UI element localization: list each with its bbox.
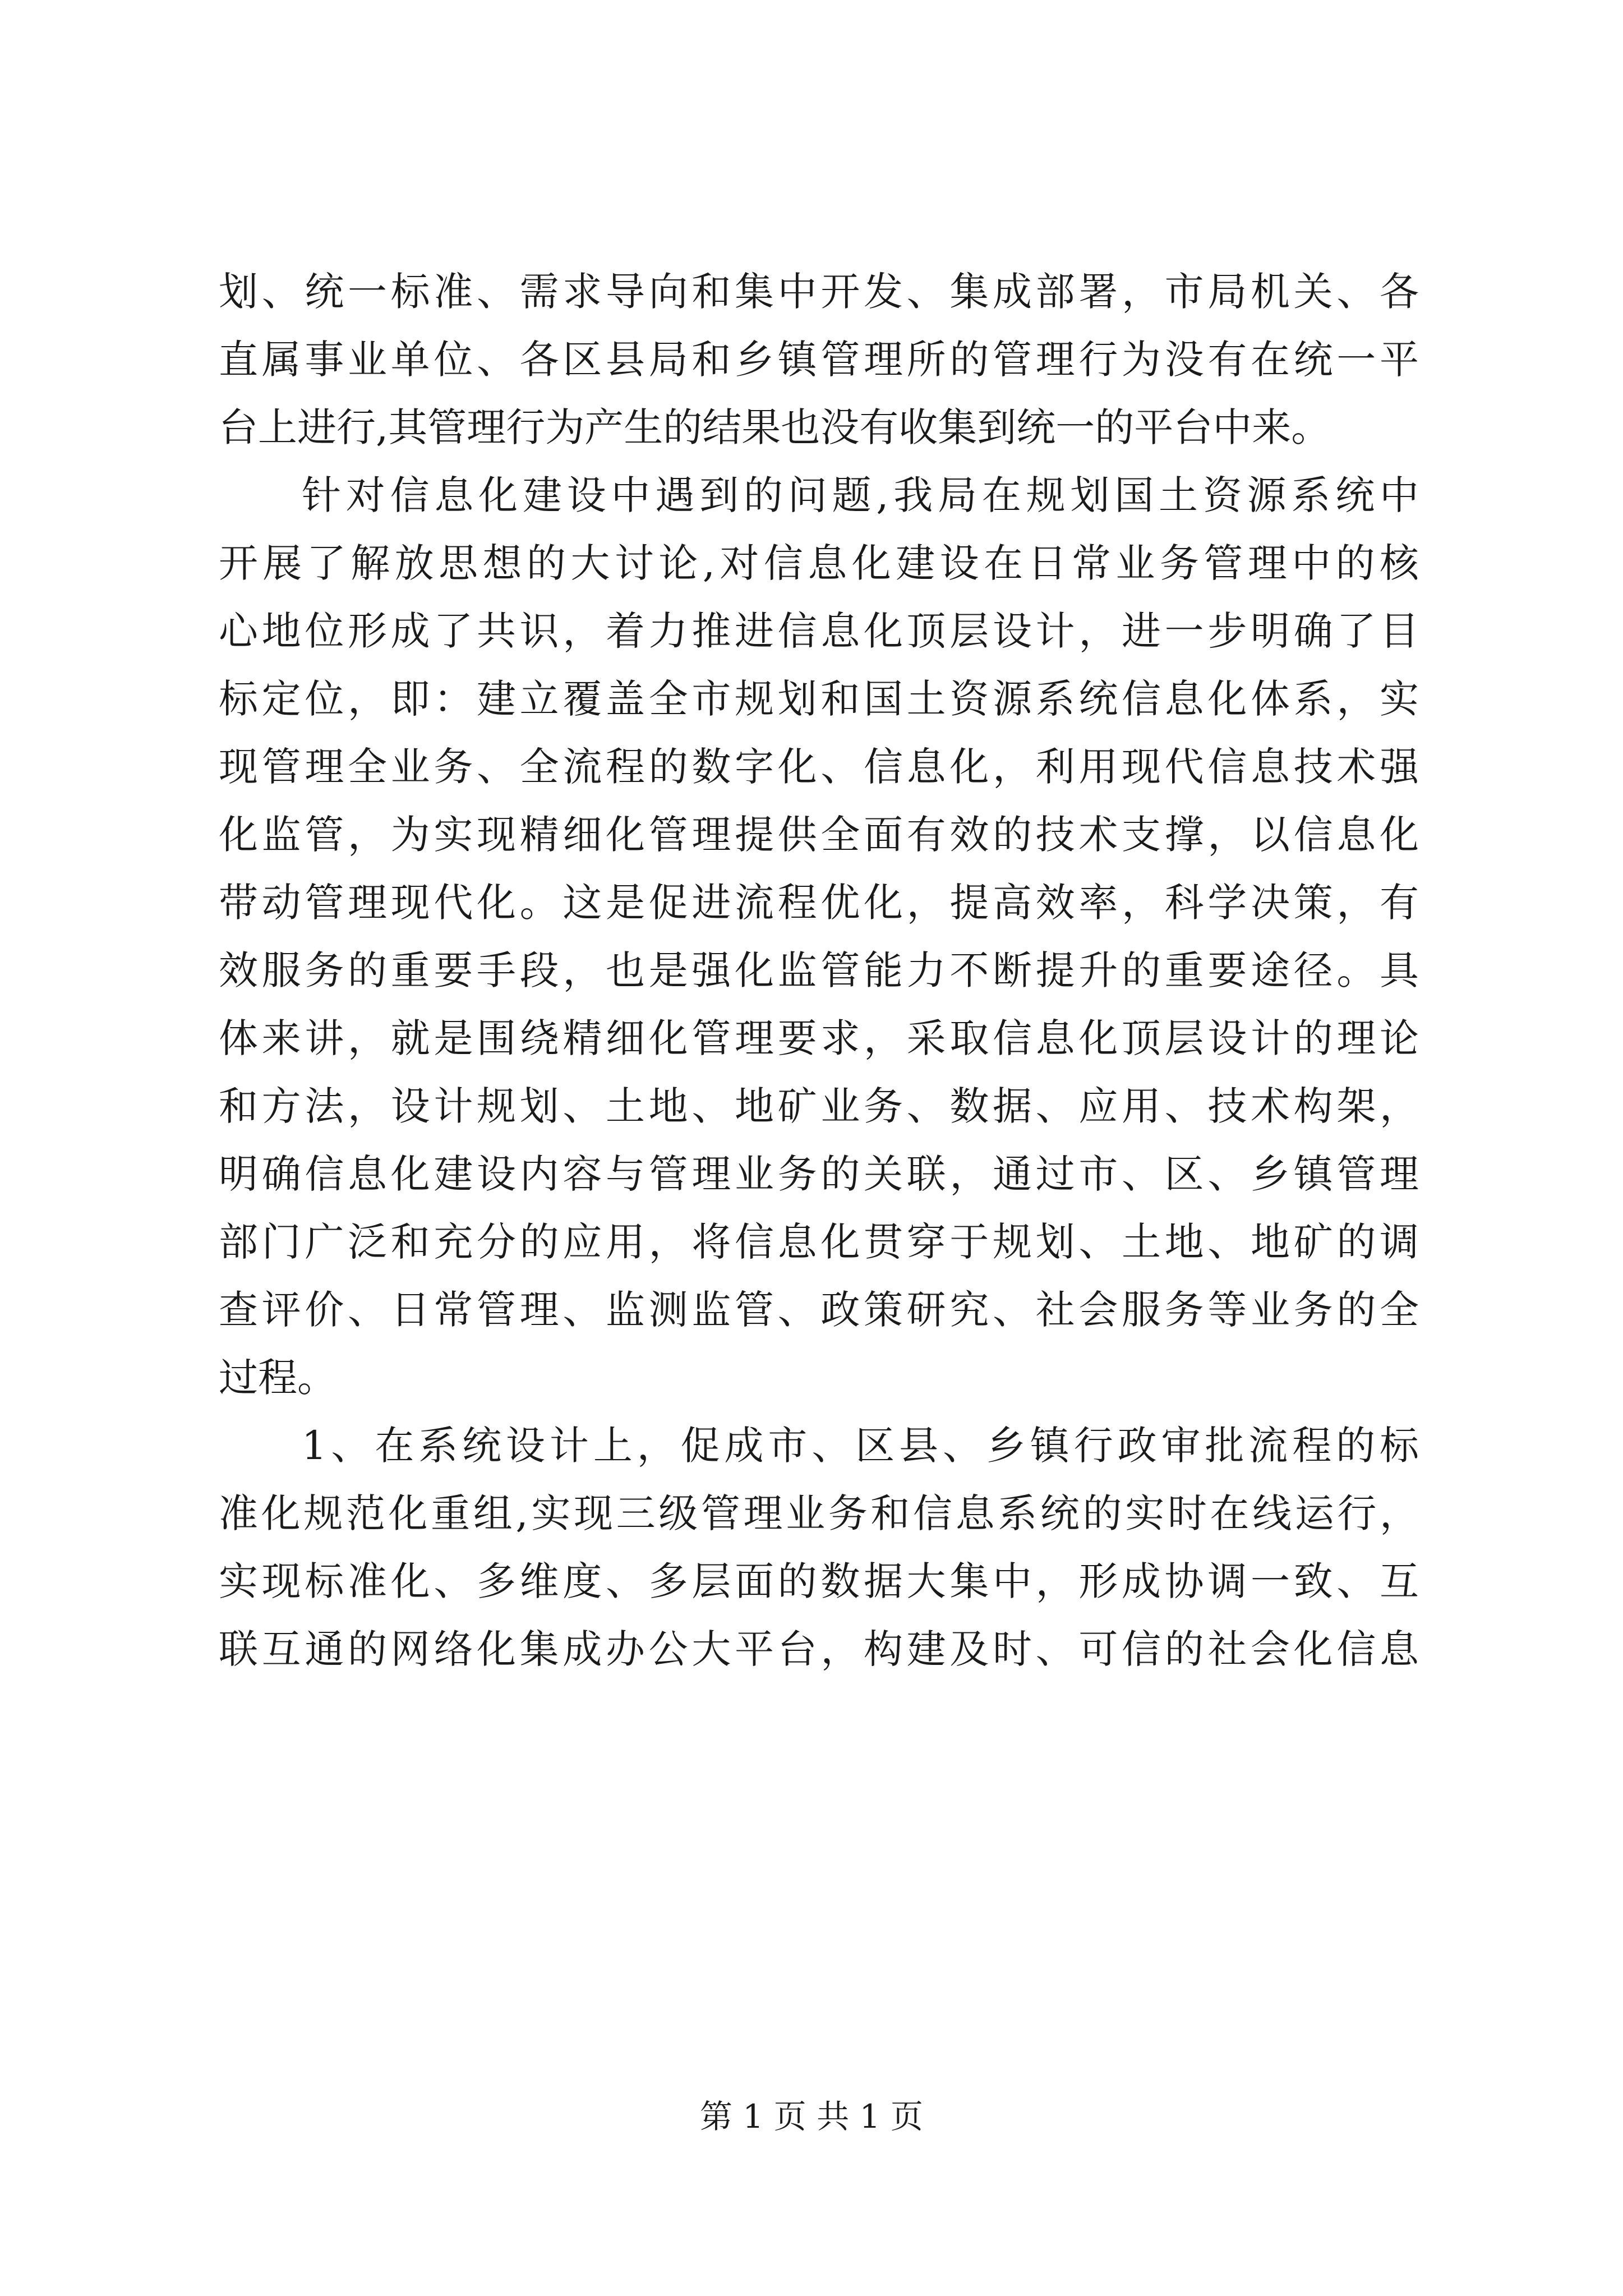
text-line: 化监管，为实现精细化管理提供全面有效的技术支撑，以信息化 [219,812,1419,858]
page-number: 第 1 页 共 1 页 [700,2097,923,2136]
text-line: 带动管理现代化。这是促进流程优化，提高效率，科学决策，有 [219,880,1419,926]
text-line: 划、统一标准、需求导向和集中开发、集成部署，市局机关、各 [219,269,1419,315]
text-line: 台上进行,其管理行为产生的结果也没有收集到统一的平台中来。 [219,404,1331,450]
paragraph [219,258,1419,462]
text-line: 实现标准化、多维度、多层面的数据大集中，形成协调一致、互 [219,1558,1419,1604]
text-line: 联互通的网络化集成办公大平台，构建及时、可信的社会化信息 [219,1626,1419,1672]
text-line: 明确信息化建设内容与管理业务的关联，通过市、区、乡镇管理 [219,1151,1419,1197]
text-line: 1、在系统设计上，促成市、区县、乡镇行政审批流程的标 [302,1423,1419,1469]
page-footer [0,2097,1623,2136]
text-line: 部门广泛和充分的应用，将信息化贯穿于规划、土地、地矿的调 [219,1219,1419,1265]
text-line: 过程。 [219,1355,336,1401]
text-line: 和方法，设计规划、土地、地矿业务、数据、应用、技术构架， [219,1083,1419,1129]
text-line: 查评价、日常管理、监测监管、政策研究、社会服务等业务的全 [219,1287,1419,1333]
paragraph [219,462,1419,1412]
text-line: 准化规范化重组,实现三级管理业务和信息系统的实时在线运行， [219,1490,1419,1536]
text-line: 开展了解放思想的大讨论,对信息化建设在日常业务管理中的核 [219,540,1419,586]
text-line: 针对信息化建设中遇到的问题,我局在规划国土资源系统中 [302,472,1419,518]
document-body [219,258,1419,1683]
text-line: 效服务的重要手段，也是强化监管能力不断提升的重要途径。具 [219,947,1419,993]
text-line: 现管理全业务、全流程的数字化、信息化，利用现代信息技术强 [219,744,1419,790]
text-line: 标定位，即：建立覆盖全市规划和国土资源系统信息化体系，实 [219,676,1419,722]
text-line: 体来讲，就是围绕精细化管理要求，采取信息化顶层设计的理论 [219,1015,1419,1061]
paragraph [219,1412,1419,1683]
text-line: 直属事业单位、各区县局和乡镇管理所的管理行为没有在统一平 [219,337,1419,383]
text-line: 心地位形成了共识，着力推进信息化顶层设计，进一步明确了目 [219,608,1419,654]
